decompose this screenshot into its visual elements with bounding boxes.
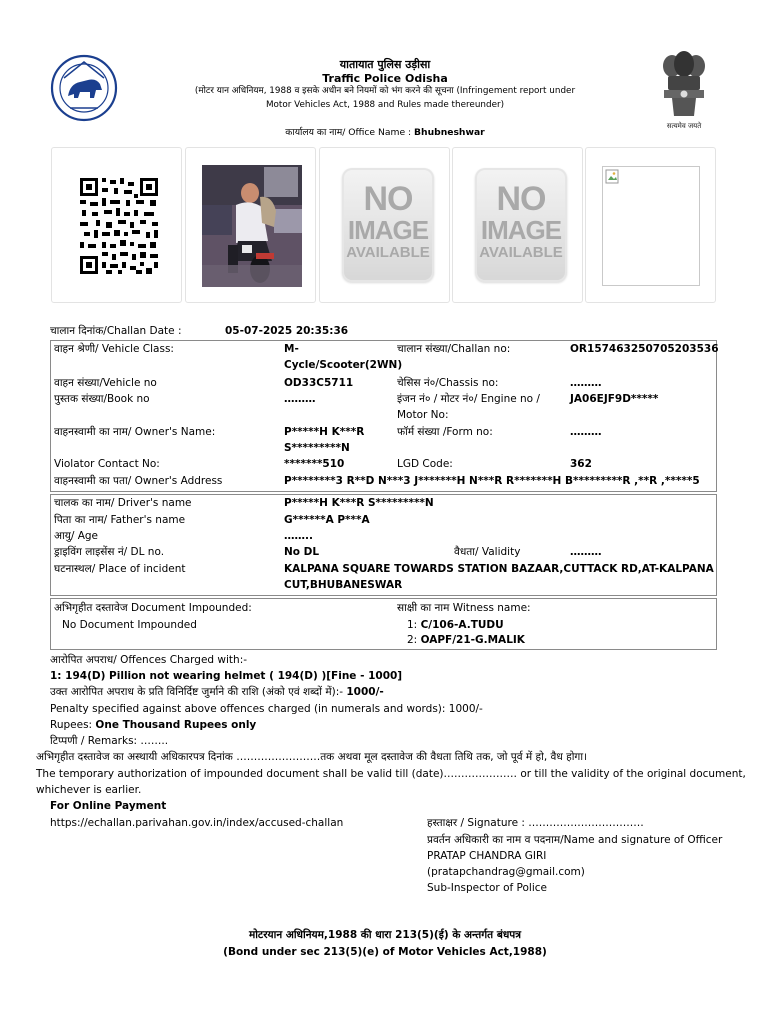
online-payment-heading: For Online Payment [50,800,167,812]
engine-label-1: इंजन नं० / मोटर नं०/ Engine no / [397,393,540,405]
office-name [150,126,620,139]
book-no-value: ……… [284,393,316,405]
online-payment-link[interactable]: https://echallan.parivahan.gov.in/index/accused-challan [50,817,344,829]
engine-value: JA06EJF9D***** [570,393,659,405]
witness-2 [407,633,525,648]
no-image-card-2 [452,147,583,303]
dl-no-value: No DL [284,546,320,558]
signature-line: हस्ताक्षर / Signature : …………………………… [427,817,644,829]
broken-image-icon [605,169,621,185]
no-image-placeholder-1 [342,168,434,282]
no-image-placeholder-2 [475,168,567,282]
temporary-authorization-english-2: whichever is earlier. [36,784,142,796]
contact-label: Violator Contact No: [54,458,160,470]
form-no-value: ……… [570,426,602,438]
driver-name-label: चालक का नाम/ Driver's name [54,497,192,509]
father-name-value: G******A P***A [284,514,370,526]
incident-photo [202,165,302,287]
witness-1-name: C/106-A.TUDU [420,619,504,631]
contact-value: *******510 [284,458,345,470]
offence-item-1: 1: 194(D) Pillion not wearing helmet ( 194(D) )[Fine - 1000] [50,670,403,682]
temporary-authorization-english-1: The temporary authorization of impounded document shall be valid till (date)………………… or till the validity of the original document, [36,768,746,780]
header-subtitle-line-1: (मोटर यान अधिनियम, 1988 व इसके अधीन बने नियमों को भंग करने की सूचना (Infringement report under [194,86,576,96]
place-value-2: CUT,BHUBANESWAR [284,579,403,591]
vehicle-class-label: वाहन श्रेणी/ Vehicle Class: [54,343,174,355]
form-no-label: फॉर्म संख्या /Form no: [397,426,493,438]
broken-image-card [585,147,716,303]
no-image-word-available: AVAILABLE [346,244,430,261]
father-name-label: पिता का नाम/ Father's name [54,514,186,526]
officer-designation-label: प्रवर्तन अधिकारी का नाम व पदनाम/Name and signature of Officer [427,834,723,846]
vehicle-class-value-2: Cycle/Scooter(2WN) [284,359,403,371]
no-image-word-image: IMAGE [480,215,562,245]
qr-code-card [51,147,182,303]
offences-charged-label: आरोपित अपराध/ Offences Charged with:- [50,654,248,666]
officer-rank: Sub-Inspector of Police [427,882,547,894]
owner-address-label: वाहनस्वामी का पता/ Owner's Address [54,475,223,487]
challan-date-value: 05-07-2025 20:35:36 [225,325,349,337]
no-image-word-available: AVAILABLE [479,244,563,261]
no-image-card-1 [319,147,450,303]
penalty-english: Penalty specified against above offences charged (in numerals and words): 1000/- [50,703,483,715]
owner-name-value-2: S*********N [284,442,350,454]
penalty-hindi-value: 1000/- [346,686,384,698]
owner-name-label: वाहनस्वामी का नाम/ Owner's Name: [54,426,216,438]
document-impounded-label: अभिगृहीत दस्तावेज Document Impounded: [54,602,252,614]
penalty-hindi [50,685,384,700]
odisha-police-logo [50,54,118,122]
vehicle-no-label: वाहन संख्या/Vehicle no [54,377,157,389]
place-value-1: KALPANA SQUARE TOWARDS STATION BAZAAR,CUTTACK RD,AT-KALPANA [284,563,714,575]
challan-no-value: OR157463250705203536 [570,343,719,355]
age-label: आयु/ Age [54,530,99,542]
no-image-word-image: IMAGE [347,215,429,245]
challan-date-label: चालान दिनांक/Challan Date : [50,325,182,337]
witness-2-number: 2: [407,634,421,646]
temporary-authorization-hindi: अभिगृहीत दस्तावेज का अस्थायी अधिकारपत्र दिनांक ……………………तक अथवा मूल दस्तावेज की वैधता तिथि तक, जो पूर्व में हो, वैध होगा। [36,751,588,763]
chassis-value: ……… [570,377,602,389]
no-image-word-no: NO [363,180,413,218]
incident-photo-card [185,147,316,303]
witness-1-number: 1: [407,619,421,631]
book-no-label: पुस्तक संख्या/Book no [54,393,150,405]
owner-address-value: P********3 R**D N***3 J*******H N***R R*******H B*********R ,**R ,*****5 [284,475,700,487]
age-value: …….. [284,530,313,542]
header-subtitle [150,85,620,112]
office-label: कार्यालय का नाम/ Office Name : [285,127,415,138]
header-title-hindi: यातायात पुलिस उड़ीसा [339,58,431,71]
vehicle-class-value-1: M- [284,343,299,355]
witness-2-name: OAPF/21-G.MALIK [420,634,525,646]
emblem-caption: सत्यमेव जयते [666,122,702,130]
witness-label: साक्षी का नाम Witness name: [397,602,531,614]
chassis-label: चेसिस नं०/Chassis no: [397,377,499,389]
remarks: टिप्पणी / Remarks: …….. [50,735,169,747]
place-label: घटनास्थल/ Place of incident [54,563,186,575]
witness-1 [407,618,504,633]
header-subtitle-line-2: Motor Vehicles Act, 1988 and Rules made thereunder) [265,99,505,110]
office-value: Bhubneshwar [414,127,485,138]
penalty-hindi-label: उक्त आरोपित अपराध के प्रति विनिर्दिष्ट जुर्माने की राशि (अंको एवं शब्दों में):- [50,686,347,698]
vehicle-no-value: OD33C5711 [284,377,354,389]
lgd-value: 362 [570,458,592,470]
validity-value: ……… [570,546,602,558]
bond-title-english: (Bond under sec 213(5)(e) of Motor Vehicles Act,1988) [223,946,547,958]
driver-name-value: P*****H K***R S*********N [284,497,434,509]
header-title-english: Traffic Police Odisha [322,72,448,85]
lgd-label: LGD Code: [397,458,453,470]
validity-label: वैधता/ Validity [454,546,521,558]
national-emblem-icon [658,50,710,120]
officer-email: (pratapchandrag@gmail.com) [427,866,585,878]
rupees-label: Rupees: [50,719,96,731]
engine-label-2: Motor No: [397,409,449,421]
qr-code-icon [78,176,160,276]
broken-image [602,166,700,286]
challan-no-label: चालान संख्या/Challan no: [397,343,511,355]
rupees-line [50,718,256,733]
no-image-word-no: NO [496,180,546,218]
dl-no-label: ड्राइविंग लाइसेंस नं/ DL no. [54,546,165,558]
document-impounded-value: No Document Impounded [62,619,197,631]
owner-name-value-1: P*****H K***R [284,426,365,438]
officer-name: PRATAP CHANDRA GIRI [427,850,547,862]
bond-title-hindi: मोटरयान अधिनियम,1988 की धारा 213(5)(ई) के अन्तर्गत बंधपत्र [248,929,522,941]
rupees-value: One Thousand Rupees only [95,719,257,731]
